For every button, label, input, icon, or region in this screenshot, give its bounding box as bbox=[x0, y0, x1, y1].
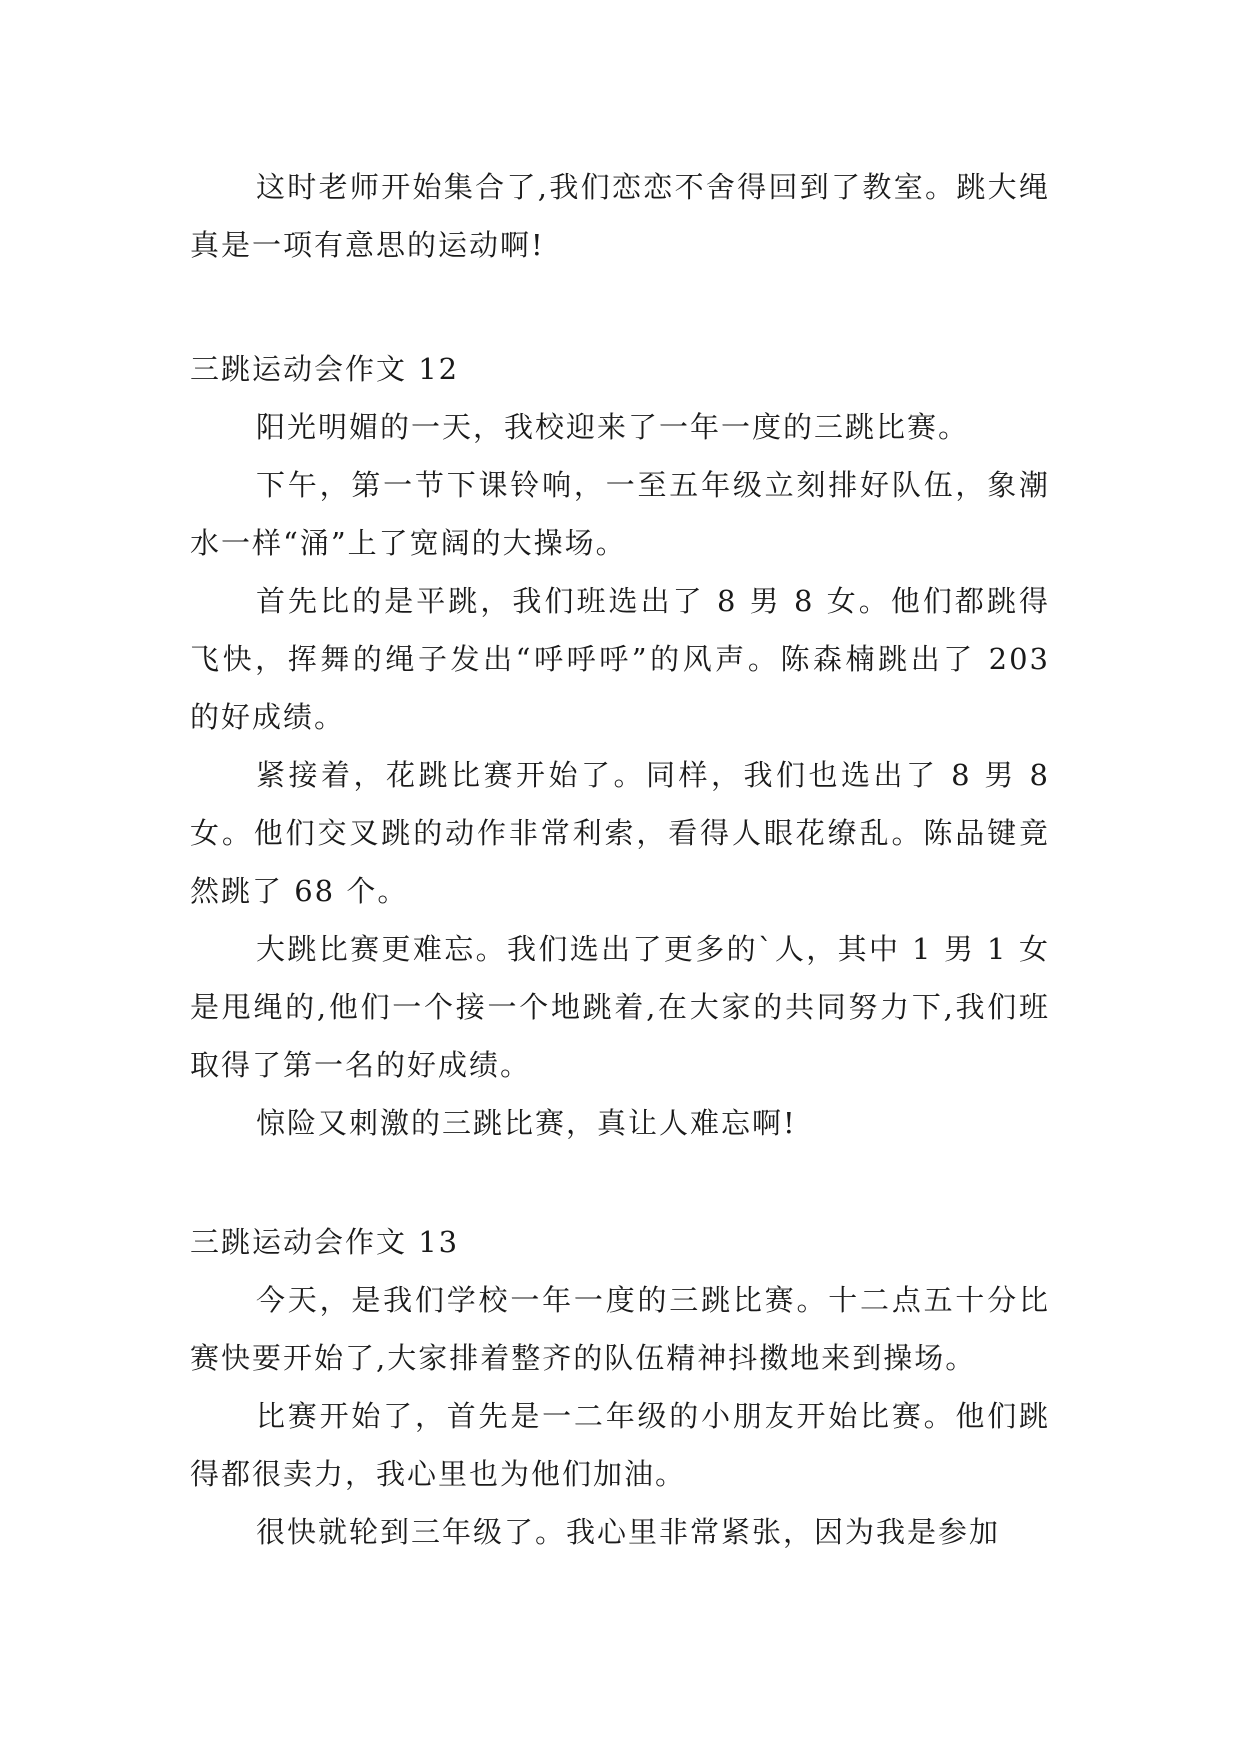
paragraph: 很快就轮到三年级了。我心里非常紧张，因为我是参加 bbox=[256, 1515, 1001, 1549]
essay-13-body bbox=[190, 1271, 1050, 1561]
paragraph: 今天，是我们学校一年一度的三跳比赛。十二点五十分比赛快要开始了,大家排着整齐的队伍精神抖擞地来到操场。 bbox=[190, 1283, 1050, 1375]
paragraph: 惊险又刺激的三跳比赛，真让人难忘啊! bbox=[256, 1106, 797, 1140]
paragraph: 首先比的是平跳，我们班选出了 8 男 8 女。他们都跳得飞快，挥舞的绳子发出“呼呼呼”的风声。陈森楠跳出了 203 的好成绩。 bbox=[190, 584, 1050, 734]
essay-12-heading-block bbox=[190, 340, 1050, 398]
paragraph: 大跳比赛更难忘。我们选出了更多的`人，其中 1 男 1 女是甩绳的,他们一个接一个地跳着,在大家的共同努力下,我们班取得了第一名的好成绩。 bbox=[190, 932, 1050, 1082]
paragraph: 这时老师开始集合了,我们恋恋不舍得回到了教室。跳大绳真是一项有意思的运动啊! bbox=[190, 170, 1050, 262]
paragraph: 比赛开始了，首先是一二年级的小朋友开始比赛。他们跳得都很卖力，我心里也为他们加油。 bbox=[190, 1399, 1050, 1491]
essay-title: 三跳运动会作文 13 bbox=[190, 1225, 460, 1259]
paragraph: 下午，第一节下课铃响，一至五年级立刻排好队伍，象潮水一样“涌”上了宽阔的大操场。 bbox=[190, 468, 1050, 560]
essay-title: 三跳运动会作文 12 bbox=[190, 352, 460, 386]
essay-12-body bbox=[190, 398, 1050, 1152]
intro-section bbox=[190, 158, 1050, 274]
paragraph: 紧接着，花跳比赛开始了。同样，我们也选出了 8 男 8 女。他们交叉跳的动作非常利索，看得人眼花缭乱。陈品键竟然跳了 68 个。 bbox=[190, 758, 1050, 908]
essay-13-heading-block bbox=[190, 1213, 1050, 1271]
paragraph: 阳光明媚的一天，我校迎来了一年一度的三跳比赛。 bbox=[256, 410, 970, 444]
